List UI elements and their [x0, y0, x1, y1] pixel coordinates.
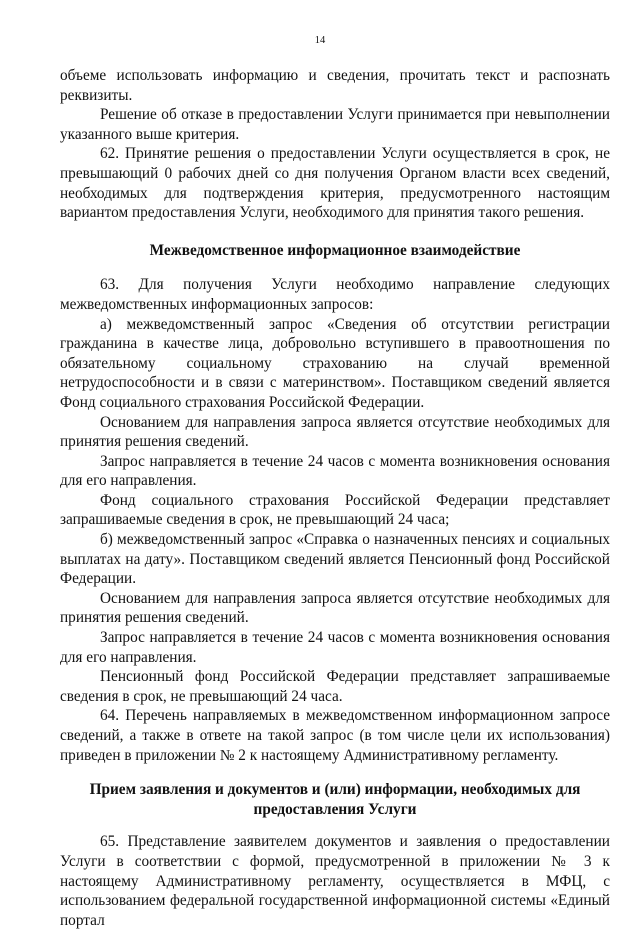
paragraph-63-b: б) межведомственный запрос «Справка о назначенных пенсиях и социальных выплатах на дату». Поставщиком сведений является Пенсионный фонд Российской Федерации.: [60, 531, 610, 588]
section-heading-application-line1: Прием заявления и документов и (или) информации, необходимых для: [89, 781, 581, 799]
section-heading-interagency: Межведомственное информационное взаимодействие: [149, 241, 521, 259]
paragraph-refusal-decision: Решение об отказе в предоставлении Услуги принимается при невыполнении указанного выше критерия.: [60, 106, 610, 143]
paragraph-63-b-provider: Пенсионный фонд Российской Федерации представляет запрашиваемые сведения в срок, не превышающий 24 часа.: [60, 668, 610, 705]
paragraph-63-b-basis: Основанием для направления запроса является отсутствие необходимых для принятия решения сведений.: [60, 589, 610, 627]
paragraph-65: 65. Представление заявителем документов и заявления о предоставлении Услуги в соответствии с формой, предусмотренной в приложении № 3 к настоящему Административному регламенту, осуществляется в МФЦ, с использованием федеральной государственной информационной системы «Единый портал: [60, 833, 610, 929]
paragraph-continuation: объеме использовать информацию и сведения, прочитать текст и распознать реквизиты.: [60, 67, 610, 104]
paragraph-63: 63. Для получения Услуги необходимо направление следующих межведомственных информационных запросов:: [60, 276, 610, 313]
paragraph-63-a: а) межведомственный запрос «Сведения об отсутствии регистрации гражданина в качестве лица, добровольно вступившего в правоотношения по обязательному социальному страхованию на случай временной нетрудоспособности и в связи с материнством». Поставщиком сведений является Фонд социального страхования Российской Федерации.: [60, 315, 610, 411]
section-heading-application-line2: предоставления Услуги: [253, 800, 417, 818]
page-content: [60, 66, 610, 930]
section-heading-application: [60, 780, 610, 819]
paragraph-63-a-provider: Фонд социального страхования Российской Федерации представляет запрашиваемые сведения в срок, не превышающий 24 часа;: [60, 491, 610, 529]
page-number: 14: [314, 35, 326, 46]
paragraph-64: 64. Перечень направляемых в межведомственном информационном запросе сведений, а также в ответе на такой запрос (в том числе цели их использования) приведен в приложении № 2 к настоящему Административному регламенту.: [60, 707, 610, 764]
paragraph-63-a-basis: Основанием для направления запроса является отсутствие необходимых для принятия решения сведений.: [60, 413, 610, 451]
paragraph-63-b-timing: Запрос направляется в течение 24 часов с момента возникновения основания для его направления.: [60, 629, 610, 666]
paragraph-62: 62. Принятие решения о предоставлении Услуги осуществляется в срок, не превышающий 0 рабочих дней со дня получения Органом власти всех сведений, необходимых для подтверждения критерия, предусмотренного настоящим вариантом предоставления Услуги, необходимого для принятия такого решения.: [60, 145, 610, 222]
paragraph-63-a-timing: Запрос направляется в течение 24 часов с момента возникновения основания для его направления.: [60, 452, 610, 490]
